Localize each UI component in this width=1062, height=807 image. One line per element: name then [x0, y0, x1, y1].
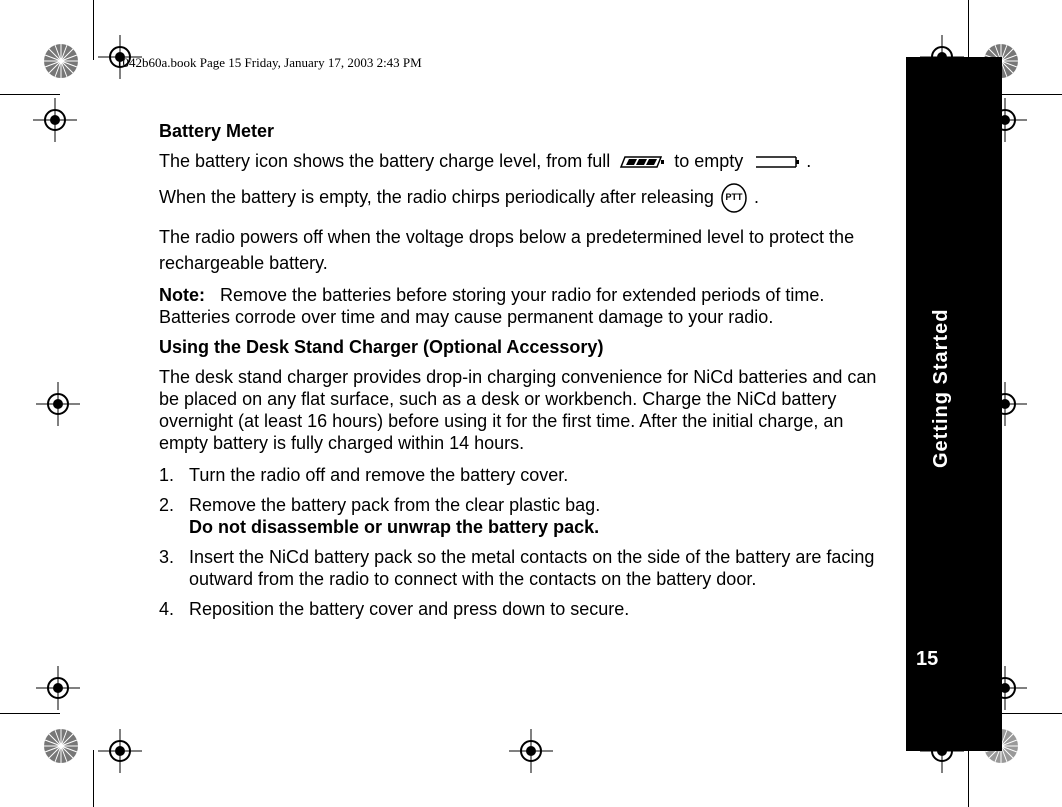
desk-stand-heading: Using the Desk Stand Charger (Optional Accessory) — [159, 337, 604, 357]
battery-empty-icon — [752, 155, 802, 169]
battery-para-2: The radio powers off when the voltage drops below a predetermined level to protect the rechargeable battery. — [159, 227, 855, 273]
step-text: Reposition the battery cover and press down to secure. — [189, 599, 630, 619]
text: . — [753, 186, 759, 207]
steps-list — [159, 464, 895, 620]
crop-line — [968, 0, 969, 60]
page-number: 15 — [916, 648, 939, 670]
crop-line — [0, 94, 60, 95]
desk-stand-intro: The desk stand charger provides drop-in charging convenience for NiCd batteries and can be placed on any flat surface, such as a desk or workbench. Charge the NiCd battery overnight (at least 16 hours) before using it for the first time. After the initial charge, an empty battery is fully charged within 14 hours. — [159, 367, 877, 453]
battery-meter-heading: Battery Meter — [159, 121, 275, 141]
registration-target-icon — [36, 666, 80, 710]
ptt-label: PTT — [725, 192, 743, 202]
crop-line — [0, 713, 60, 714]
text: . — [806, 151, 812, 171]
battery-line-1 — [159, 150, 895, 172]
book-header: 1042b60a.book Page 15 Friday, January 17, 2003 2:43 PM — [116, 55, 422, 70]
text: The battery icon shows the battery charge level, from full — [159, 151, 611, 171]
crop-line — [1002, 94, 1062, 95]
step-text: Turn the radio off and remove the battery cover. — [189, 465, 569, 485]
list-item — [159, 464, 895, 486]
starburst-mark-icon — [43, 43, 79, 79]
page-content — [159, 120, 895, 620]
list-item — [159, 494, 895, 538]
list-item — [159, 546, 895, 590]
battery-full-icon — [619, 155, 665, 169]
ptt-button-icon — [719, 182, 749, 214]
registration-target-icon — [36, 382, 80, 426]
step-number: 1. — [159, 465, 175, 485]
starburst-mark-icon — [43, 728, 79, 764]
text: to empty — [674, 151, 744, 171]
side-tab — [906, 57, 1002, 751]
crop-line — [93, 750, 94, 807]
crop-line — [968, 750, 969, 807]
note-text: Remove the batteries before storing your radio for extended periods of time. Batteries corrode over time and may cause permanent damage to your radio. — [159, 285, 825, 327]
registration-target-icon — [33, 98, 77, 142]
registration-target-icon — [98, 729, 142, 773]
registration-target-icon — [509, 729, 553, 773]
crop-line — [93, 0, 94, 60]
step-number: 4. — [159, 599, 175, 619]
step-text: Remove the battery pack from the clear plastic bag. — [189, 495, 601, 515]
step-number: 3. — [159, 547, 175, 567]
section-title: Getting Started — [930, 308, 952, 468]
note-label: Note: — [159, 285, 205, 305]
list-item — [159, 598, 895, 620]
step-warning: Do not disassemble or unwrap the battery pack. — [189, 517, 600, 537]
step-text: Insert the NiCd battery pack so the metal contacts on the side of the battery are facing outward from the radio to connect with the contacts on the battery door. — [189, 547, 875, 589]
note — [159, 284, 895, 328]
text: When the battery is empty, the radio chirps periodically after releasing — [159, 186, 714, 207]
step-number: 2. — [159, 495, 175, 515]
crop-line — [1002, 713, 1062, 714]
battery-line-2 — [159, 182, 895, 214]
